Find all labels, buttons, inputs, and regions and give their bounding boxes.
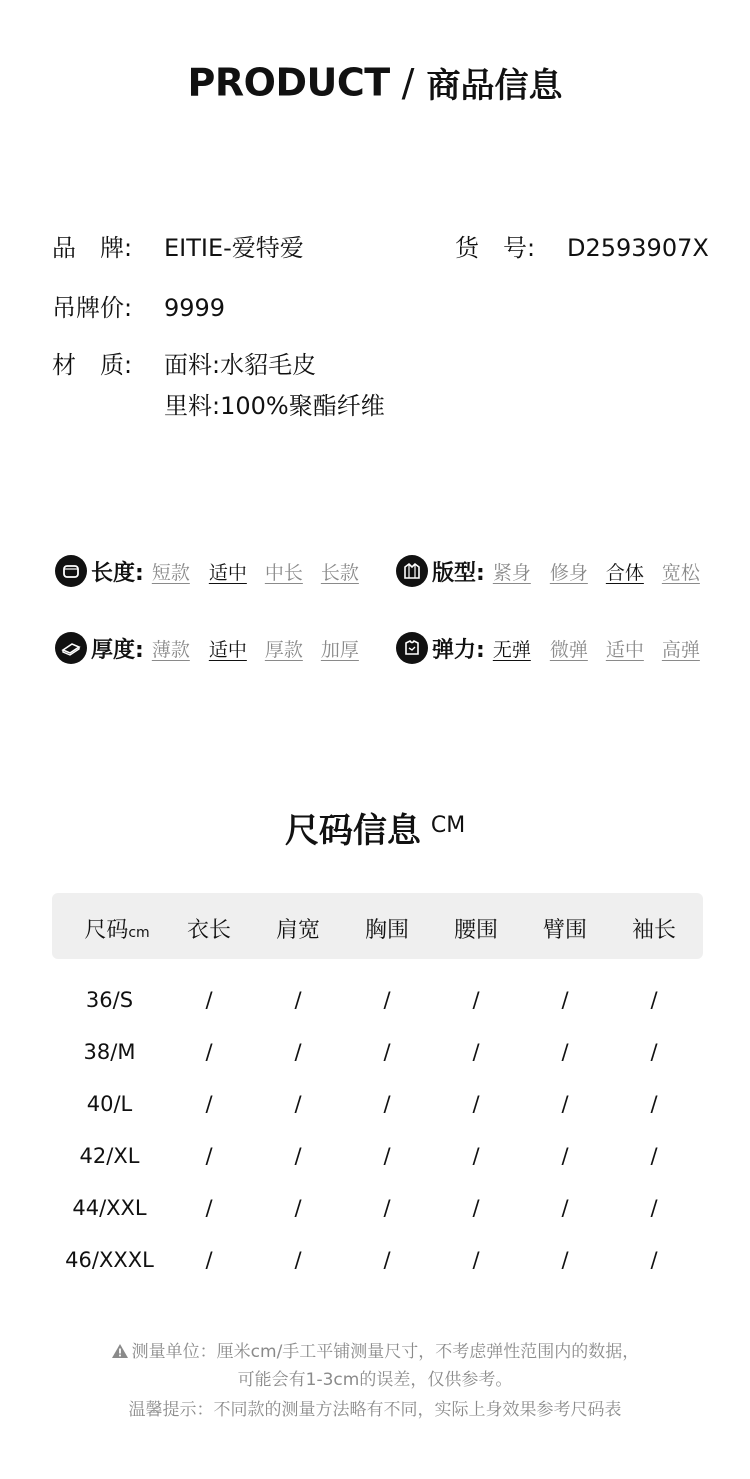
attr-length-options [152,558,359,585]
brand-label: 品 牌: [52,234,133,262]
attr-elasticity-name: 弹力: [432,637,485,663]
size-value: / [472,1092,480,1116]
attr-elasticity [396,631,700,665]
size-value: / [294,1092,302,1116]
fit-icon [396,555,428,587]
elasticity-icon [396,632,428,664]
thickness-icon [55,632,87,664]
size-value: / [650,1040,658,1064]
size-value: / [561,1092,569,1116]
column-header: 臂围 [542,918,587,943]
material-row [52,345,316,380]
material-label: 材 质: [52,351,133,379]
size-value: / [294,1144,302,1168]
size-label: 42/XL [79,1144,140,1168]
attr-fit-options [493,558,700,585]
size-value: / [472,988,480,1012]
attr-thickness-option: 适中 [208,638,247,661]
measurement-note-1 [0,1337,750,1362]
price-row [52,288,225,323]
size-value: / [650,1144,658,1168]
size-title-text: 尺码信息 [284,811,421,851]
size-value: / [650,1092,658,1116]
size-value: / [561,1144,569,1168]
size-value: / [205,1092,213,1116]
size-value: / [294,1196,302,1220]
size-section-title [0,803,750,852]
size-label: 40/L [86,1092,133,1116]
size-value: / [472,1196,480,1220]
size-value: / [472,1248,480,1272]
column-header: 袖长 [631,918,676,943]
brand-row [52,228,304,263]
attr-elasticity-option: 高弹 [661,638,700,661]
column-header-size [52,913,182,944]
size-value: / [561,1248,569,1272]
attr-elasticity-option: 微弹 [549,638,588,661]
attr-elasticity-option: 适中 [605,638,644,661]
column-header: 腰围 [453,918,498,943]
attr-fit-option: 合体 [605,561,644,584]
size-value: / [383,1040,391,1064]
size-value: / [205,1040,213,1064]
column-header-size-label: 尺码 [84,918,129,943]
attr-length-option: 短款 [151,561,190,584]
size-value: / [294,1248,302,1272]
size-value: / [383,1196,391,1220]
warning-icon [111,1343,129,1359]
length-icon [55,555,87,587]
size-value: / [650,1196,658,1220]
sku-row [455,228,709,263]
price-label: 吊牌价: [52,294,133,322]
sku-value: D2593907X [567,234,709,262]
size-value: / [472,1040,480,1064]
header-title-cn: 商品信息 [426,66,563,106]
measurement-note-text-1: 测量单位：厘米cm/手工平铺测量尺寸，不考虑弹性范围内的数据， [131,1342,640,1362]
attr-fit-option: 修身 [549,561,588,584]
measurement-note-2: 可能会有1-3cm的误差，仅供参考。 [237,1370,513,1390]
fit-tip: 温馨提示：不同款的测量方法略有不同，实际上身效果参考尺码表 [128,1400,622,1420]
size-value: / [383,1144,391,1168]
size-value: / [205,1144,213,1168]
size-label: 38/M [83,1040,136,1064]
material-line-1: 面料:水貂毛皮 [164,351,317,379]
page-header [0,58,750,107]
column-header: 衣长 [186,918,231,943]
attr-length-name: 长度: [91,560,144,586]
size-value: / [383,988,391,1012]
attr-fit [396,554,700,588]
size-value: / [472,1144,480,1168]
column-header: 胸围 [364,918,409,943]
size-table-header [52,893,703,959]
size-label: 44/XXL [72,1196,147,1220]
attr-fit-name: 版型: [432,560,485,586]
size-title-unit: CM [430,813,466,838]
attr-fit-option: 紧身 [492,561,531,584]
size-label: 46/XXXL [65,1248,154,1272]
size-value: / [205,1248,213,1272]
size-value: / [650,1248,658,1272]
column-header: 肩宽 [275,918,320,943]
column-header-size-unit: cm [128,925,150,941]
attr-length-option: 长款 [320,561,359,584]
size-value: / [294,988,302,1012]
attr-thickness-name: 厚度: [91,637,144,663]
material-row-2 [164,386,385,421]
size-value: / [561,1040,569,1064]
size-value: / [294,1040,302,1064]
attr-thickness-option: 薄款 [151,638,190,661]
attr-elasticity-options [493,635,700,662]
size-label: 36/S [85,988,134,1012]
header-title-en: PRODUCT [187,60,390,105]
size-value: / [205,1196,213,1220]
header-divider: / [401,60,415,105]
size-value: / [383,1248,391,1272]
size-value: / [650,988,658,1012]
size-value: / [205,988,213,1012]
attr-elasticity-option: 无弹 [492,638,531,661]
attr-length-option: 适中 [208,561,247,584]
attr-length [55,554,359,588]
size-value: / [561,1196,569,1220]
size-value: / [561,988,569,1012]
material-line-2: 里料:100%聚酯纤维 [164,392,385,420]
size-value: / [383,1092,391,1116]
attr-thickness [55,631,359,665]
attr-thickness-options [152,635,359,662]
attr-length-option: 中长 [264,561,303,584]
brand-value: EITIE-爱特爱 [164,234,304,262]
attr-thickness-option: 加厚 [320,638,359,661]
price-value: 9999 [164,294,226,322]
attr-fit-option: 宽松 [661,561,700,584]
attr-thickness-option: 厚款 [264,638,303,661]
sku-label: 货 号: [455,234,536,262]
